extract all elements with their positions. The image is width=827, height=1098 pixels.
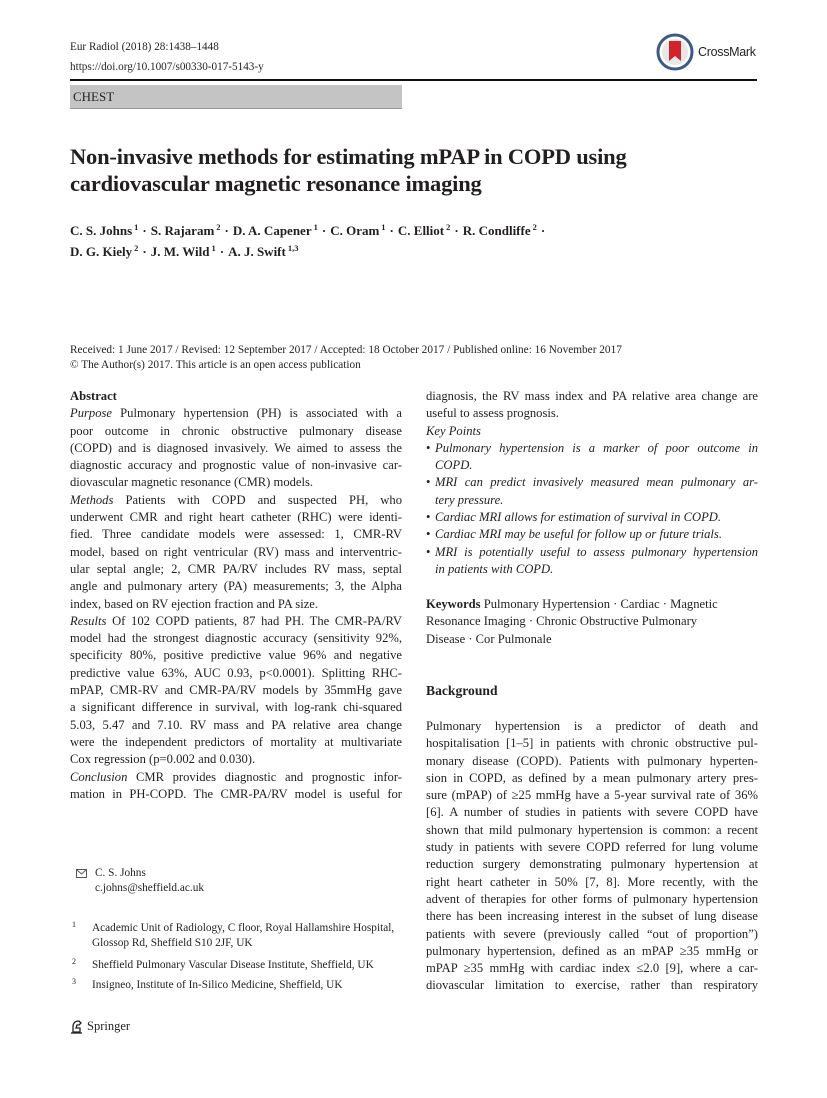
author-name[interactable]: D. A. Capener (232, 223, 312, 238)
abstract-line (70, 751, 402, 768)
key-points-heading: Key Points (426, 423, 481, 438)
crossmark-label: CrossMark (698, 45, 756, 59)
author-separator: · (540, 223, 546, 238)
background-line: Pulmonary hypertension is a predictor of death and (426, 719, 758, 733)
header-rule (70, 79, 757, 81)
abstract-text: poor outcome in chronic obstructive pulmonary disease (70, 423, 402, 438)
keywords-text: Pulmonary Hypertension · Cardiac · Magnetic (483, 597, 718, 611)
abstract-line (70, 509, 402, 526)
author-name[interactable]: C. Elliot (397, 223, 445, 238)
abstract-section-label: Results (70, 613, 107, 628)
author-separator: · (389, 223, 394, 238)
abstract-line (70, 596, 402, 613)
abstract-text: model, based on right ventricular (RV) mass and interventric- (70, 544, 402, 559)
abstract-text: were the independent predictors of mortality at multivariate (70, 734, 402, 749)
corresponding-author-name: C. S. Johns (95, 867, 146, 879)
abstract-heading: Abstract (70, 389, 117, 403)
abstract-line (70, 734, 402, 751)
journal-header (70, 37, 264, 77)
key-point-line: • Cardiac MRI allows for estimation of survival in COPD. (426, 509, 758, 526)
crossmark-icon (656, 33, 694, 71)
abstract-line (426, 388, 758, 405)
abstract-line (70, 492, 402, 509)
affiliation-line: Glossop Rd, Sheffield S10 2JF, UK (92, 936, 253, 949)
article-title (70, 143, 770, 197)
abstract-line (70, 440, 402, 457)
abstract-text: diagnostic accuracy and prognostic value of non-invasive car- (70, 458, 402, 473)
background-line: patients with severe (previously called “out of proportion”) (426, 926, 758, 941)
abstract-line (70, 526, 402, 543)
publication-dates (70, 343, 622, 373)
author-name[interactable]: C. S. Johns (70, 223, 133, 238)
key-point-line: • Cardiac MRI may be useful for follow up or future trials. (426, 526, 758, 543)
author-affiliation-number: 1 (381, 222, 386, 232)
author-affiliation-number: 2 (216, 222, 221, 232)
background-line: diovascular limitation to exercise, rather than respiratory (426, 978, 758, 993)
keywords-line (426, 631, 758, 648)
keywords-line (426, 613, 758, 630)
background-line: right heart catheter in 50% [7, 8]. More recently, with the (426, 874, 758, 889)
author-affiliation-number: 1 (134, 222, 139, 232)
key-point-line: COPD. (435, 458, 473, 473)
background-line: sure (mPAP) of ≥25 mmHg have a 5-year survival rate of 36% (426, 788, 758, 803)
background-heading: Background (426, 683, 498, 698)
abstract-section-label: Conclusion (70, 769, 128, 784)
author-separator: · (321, 223, 327, 238)
abstract-text: model had the strongest diagnostic accuracy (sensitivity 92%, (70, 631, 402, 646)
abstract-line (70, 474, 402, 491)
background-body (426, 718, 758, 995)
abstract-text: mPAP, CMR-RV and CMR-PA/RV models by 35mmHg gave (70, 683, 402, 698)
background-line: study in patients with severe COPD referred for lung volume (426, 840, 758, 855)
abstract-text: predictive value 63%, AUC 0.93, p<0.0001). Splitting RHC- (70, 665, 402, 680)
keywords-text: Disease · Cor Pulmonale (426, 631, 552, 646)
background-line: monary disease (COPD). Patients with pulmonary hyperten- (426, 753, 758, 768)
abstract-line (70, 423, 402, 440)
affiliation (70, 978, 410, 993)
title-line: Non-invasive methods for estimating mPAP in COPD using (70, 144, 627, 169)
background-line: [6]. A number of studies in patients with severe COPD have (426, 805, 758, 820)
author-name[interactable]: R. Condliffe (462, 223, 531, 238)
background-line: shown that mild pulmonary hypertension is common: a recent (426, 822, 758, 837)
author-separator: · (454, 223, 459, 238)
abstract-text: useful to assess prognosis. (426, 406, 559, 421)
abstract-text: a significant difference in survival, with log-rank chi-squared (70, 700, 402, 715)
background-line: mPAP ≥35 mmHg with cardiac index ≤2.0 [9], where a car- (426, 961, 758, 976)
author-separator: · (142, 243, 147, 259)
abstract-line (70, 769, 402, 786)
abstract-right-column (426, 388, 758, 578)
springer-horse-icon (70, 1019, 84, 1034)
author-affiliation-number: 2 (134, 242, 139, 253)
author-affiliation-number: 1,3 (287, 242, 299, 253)
affiliation-line: Academic Unit of Radiology, C floor, Royal Hallamshire Hospital, (92, 922, 395, 934)
abstract-line (70, 457, 402, 474)
key-point-line: • MRI is potentially useful to assess pulmonary hypertension (426, 544, 758, 561)
key-point-line: in patients with COPD. (435, 561, 554, 576)
abstract-line (70, 699, 402, 716)
author-affiliation-number: 1 (211, 242, 216, 253)
section-label: CHEST (70, 85, 402, 109)
abstract-line (70, 717, 402, 734)
key-point-line: • MRI can predict invasively measured mean pulmonary ar- (426, 474, 758, 491)
abstract-text: diagnosis, the RV mass index and PA relative area change are (426, 389, 758, 403)
author-separator: · (224, 223, 229, 238)
abstract-line (70, 405, 402, 422)
author-separator: · (219, 243, 225, 259)
affiliation-number: 3 (72, 977, 76, 986)
journal-reference: Eur Radiol (2018) 28:1438–1448 (70, 41, 219, 53)
key-point-line: tery pressure. (435, 492, 504, 507)
copyright-notice: © The Author(s) 2017. This article is an open access publication (70, 359, 361, 371)
date-history: Received: 1 June 2017 / Revised: 12 September 2017 / Accepted: 18 October 2017 / Published online: 16 November 2017 (70, 344, 622, 356)
abstract-text: Of 102 COPD patients, 87 had PH. The CMR-PA/RV (112, 613, 402, 628)
abstract-line (70, 544, 402, 561)
affiliation (70, 921, 410, 950)
abstract-text: CMR provides diagnostic and prognostic infor- (136, 769, 402, 784)
abstract-section-label: Methods (70, 492, 114, 507)
abstract-line (70, 665, 402, 682)
author-name[interactable]: S. Rajaram (150, 223, 215, 238)
author-affiliation-number: 2 (532, 222, 537, 232)
abstract-line (70, 682, 402, 699)
abstract-line (70, 561, 402, 578)
abstract-line (70, 630, 402, 647)
abstract-text: Cox regression (p=0.002 and 0.030). (70, 752, 256, 767)
correspondence (76, 866, 204, 895)
author-name[interactable]: C. Oram (330, 223, 380, 238)
affiliation-line: Insigneo, Institute of In-Silico Medicine, Sheffield, UK (92, 979, 343, 991)
keywords (426, 596, 758, 648)
abstract-text: diovascular magnetic resonance (CMR) models. (70, 475, 314, 490)
abstract-text: underwent CMR and right heart catheter (RHC) were identi- (70, 510, 402, 525)
doi-link[interactable]: https://doi.org/10.1007/s00330-017-5143-y (70, 61, 264, 73)
key-point-line: • Pulmonary hypertension is a marker of poor outcome in (426, 440, 758, 457)
background-line: pulmonary hypertension, defined as an mPAP ≥35 mmHg or (426, 943, 758, 958)
abstract-line (70, 647, 402, 664)
keywords-text: Resonance Imaging · Chronic Obstructive Pulmonary (426, 614, 698, 629)
key-points-list (426, 440, 758, 578)
abstract-line (70, 786, 402, 803)
abstract-left-column (70, 388, 402, 803)
publisher-name: Springer (87, 1019, 131, 1033)
background-line: advent of therapies for other forms of pulmonary hypertension (426, 891, 758, 906)
title-line: cardiovascular magnetic resonance imaging (70, 171, 482, 196)
author-affiliation-number: 2 (446, 222, 451, 232)
abstract-text: angle and pulmonary artery (PA) measurements; 3, the Alpha (70, 579, 402, 594)
author-affiliation-number: 1 (313, 222, 318, 232)
keywords-label: Keywords (426, 597, 481, 611)
affiliation-line: Sheffield Pulmonary Vascular Disease Institute, Sheffield, UK (92, 959, 374, 971)
author-name[interactable]: A. J. Swift (228, 243, 286, 259)
affiliation-number: 2 (72, 957, 76, 966)
abstract-text: specificity 80%, positive predictive value 96% and negative (70, 648, 402, 663)
background-line: hospitalisation [1–5] in patients with chronic obstructive pul- (426, 736, 758, 751)
crossmark-badge[interactable] (656, 33, 756, 71)
keywords-line (426, 596, 758, 613)
abstract-text: fied. Three candidate models were assessed: 1, CMR-RV (70, 527, 402, 542)
affiliation (70, 958, 410, 973)
background-line: sion in COPD, as defined by a mean pulmonary artery pres- (426, 770, 758, 785)
envelope-icon (76, 869, 87, 878)
author-name[interactable]: D. G. Kiely (70, 243, 133, 259)
background-line: reduction surgery demonstrating pulmonary hypertension at (426, 857, 758, 872)
background-line: there has been increasing interest in the subset of lung disease (426, 909, 758, 924)
abstract-text: ular septal angle; 2, CMR PA/RV includes RV mass, septal (70, 561, 402, 576)
corresponding-author-email[interactable]: c.johns@sheffield.ac.uk (95, 881, 205, 894)
author-name[interactable]: J. M. Wild (150, 243, 210, 259)
abstract-text: (COPD) and is diagnosed invasively. We aimed to assess the (70, 440, 402, 455)
abstract-text: 5.03, 5.47 and 7.10. RV mass and PA relative area change (70, 717, 402, 732)
abstract-line (70, 578, 402, 595)
abstract-text: Patients with COPD and suspected PH, who (125, 492, 402, 507)
author-separator: · (142, 223, 147, 238)
springer-logo (70, 1019, 130, 1034)
abstract-text: Pulmonary hypertension (PH) is associated with a (120, 406, 402, 421)
affiliation-number: 1 (72, 920, 76, 929)
abstract-line (426, 405, 758, 422)
abstract-text: mation in PH-COPD. The CMR-PA/RV model is useful for (70, 786, 402, 801)
abstract-section-label: Purpose (70, 406, 112, 421)
abstract-text: index, based on RV ejection fraction and PA size. (70, 596, 319, 611)
author-list (70, 219, 549, 260)
abstract-line (70, 613, 402, 630)
